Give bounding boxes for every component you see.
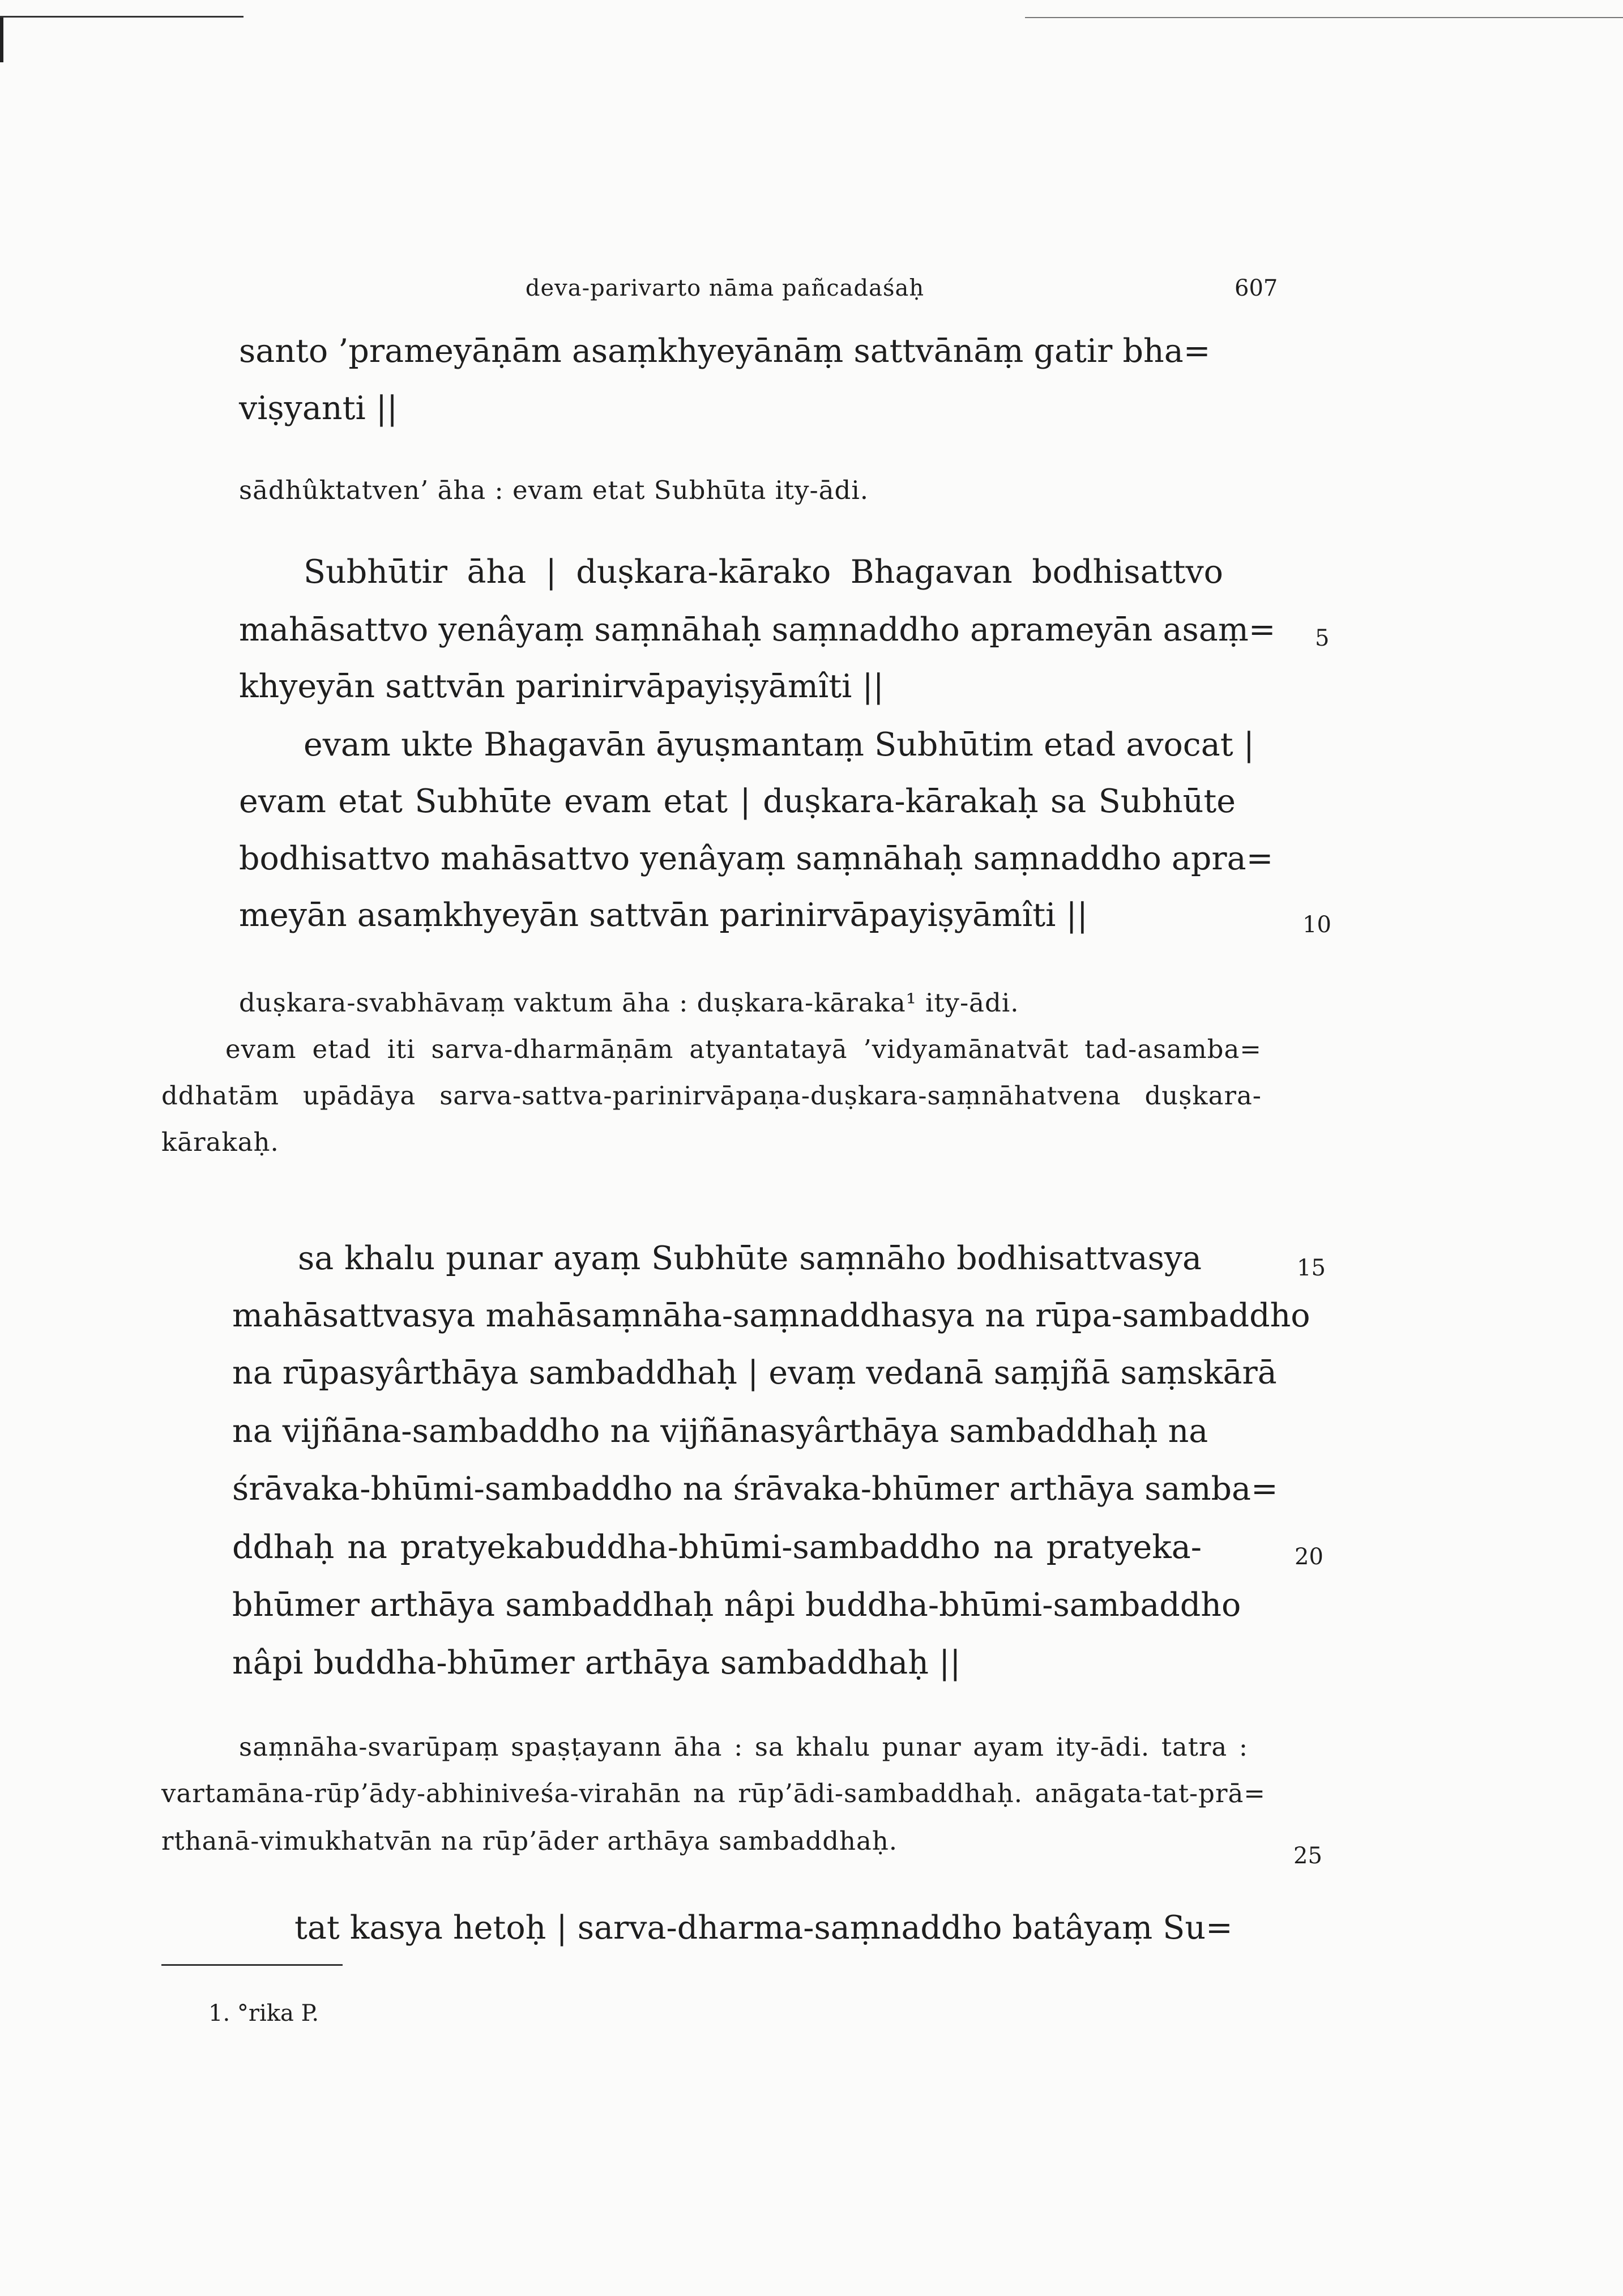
text-line: meyān asaṃkhyeyān sattvān parinirvāpayiṣyāmîti || (239, 897, 1088, 934)
line-number: 15 (1297, 1255, 1326, 1281)
text-line: nâpi buddha-bhūmer arthāya sambaddhaḥ || (232, 1644, 961, 1682)
line-number: 5 (1315, 625, 1330, 651)
scan-corner-rule (0, 16, 244, 18)
commentary-line: duṣkara-svabhāvaṃ vaktum āha : duṣkara-kāraka¹ ity-ādi. (239, 988, 1019, 1018)
line-number: 10 (1302, 912, 1331, 938)
line-number: 20 (1295, 1544, 1323, 1570)
commentary-line: sādhûktatven’ āha : evam etat Subhūta ity-ādi. (239, 475, 869, 505)
text-line: mahāsattvo yenâyaṃ saṃnāhaḥ saṃnaddho aprameyān asaṃ= (239, 611, 1276, 648)
text-line: evam ukte Bhagavān āyuṣmantaṃ Subhūtim etad avocat | (304, 726, 1254, 763)
text-line: mahāsattvasya mahāsaṃnāha-saṃnaddhasya na rūpa-sambaddho (232, 1297, 1310, 1334)
commentary-line: vartamāna-rūp’ādy-abhiniveśa-virahān na rūp’ādi-sambaddhaḥ. anāgata-tat-prā= (161, 1778, 1266, 1808)
text-line: bhūmer arthāya sambaddhaḥ nâpi buddha-bhūmi-sambaddho (232, 1586, 1241, 1624)
text-line: na vijñāna-sambaddho na vijñānasyârthāya sambaddhaḥ na (232, 1412, 1208, 1450)
text-line: evam etat Subhūte evam etat | duṣkara-kārakaḥ sa Subhūte (239, 783, 1236, 820)
text-line: bodhisattvo mahāsattvo yenâyaṃ saṃnāhaḥ saṃnaddho apra= (239, 840, 1274, 877)
text-line: na rūpasyârthāya sambaddhaḥ | evaṃ vedanā saṃjñā saṃskārā (232, 1354, 1277, 1392)
text-line: Subhūtir āha | duṣkara-kārako Bhagavan bodhisattvo (304, 553, 1223, 591)
commentary-line: evam etad iti sarva-dharmāṇām atyantatayā ’vidyamānatvāt tad-asamba= (225, 1034, 1262, 1064)
commentary-line: kārakaḥ. (161, 1127, 279, 1157)
text-line: śrāvaka-bhūmi-sambaddho na śrāvaka-bhūmer arthāya samba= (232, 1470, 1278, 1508)
text-line: sa khalu punar ayaṃ Subhūte saṃnāho bodhisattvasya (298, 1240, 1202, 1277)
commentary-line: ddhatām upādāya sarva-sattva-parinirvāpaṇa-duṣkara-saṃnāhatvena duṣkara- (161, 1081, 1262, 1111)
text-line: tat kasya hetoḥ | sarva-dharma-saṃnaddho batâyaṃ Su= (294, 1909, 1233, 1947)
scan-top-rule (1025, 17, 1623, 18)
text-line: viṣyanti || (239, 390, 398, 427)
scan-corner-mark (0, 16, 3, 62)
text-line: santo ’prameyāṇām asaṃkhyeyānāṃ sattvānāṃ gatir bha= (239, 332, 1211, 370)
line-number: 25 (1293, 1843, 1322, 1869)
running-header: deva-parivarto nāma pañcadaśaḥ (525, 275, 925, 301)
text-line: khyeyān sattvān parinirvāpayiṣyāmîti || (239, 668, 884, 705)
footnote-rule (161, 1964, 343, 1966)
commentary-line: rthanā-vimukhatvān na rūp’āder arthāya sambaddhaḥ. (161, 1826, 898, 1856)
footnote: 1. °rika P. (208, 2000, 319, 2026)
page-number: 607 (1235, 275, 1278, 301)
text-line: ddhaḥ na pratyekabuddha-bhūmi-sambaddho na pratyeka- (232, 1529, 1202, 1566)
commentary-line: saṃnāha-svarūpaṃ spaṣṭayann āha : sa khalu punar ayam ity-ādi. tatra : (239, 1732, 1248, 1762)
